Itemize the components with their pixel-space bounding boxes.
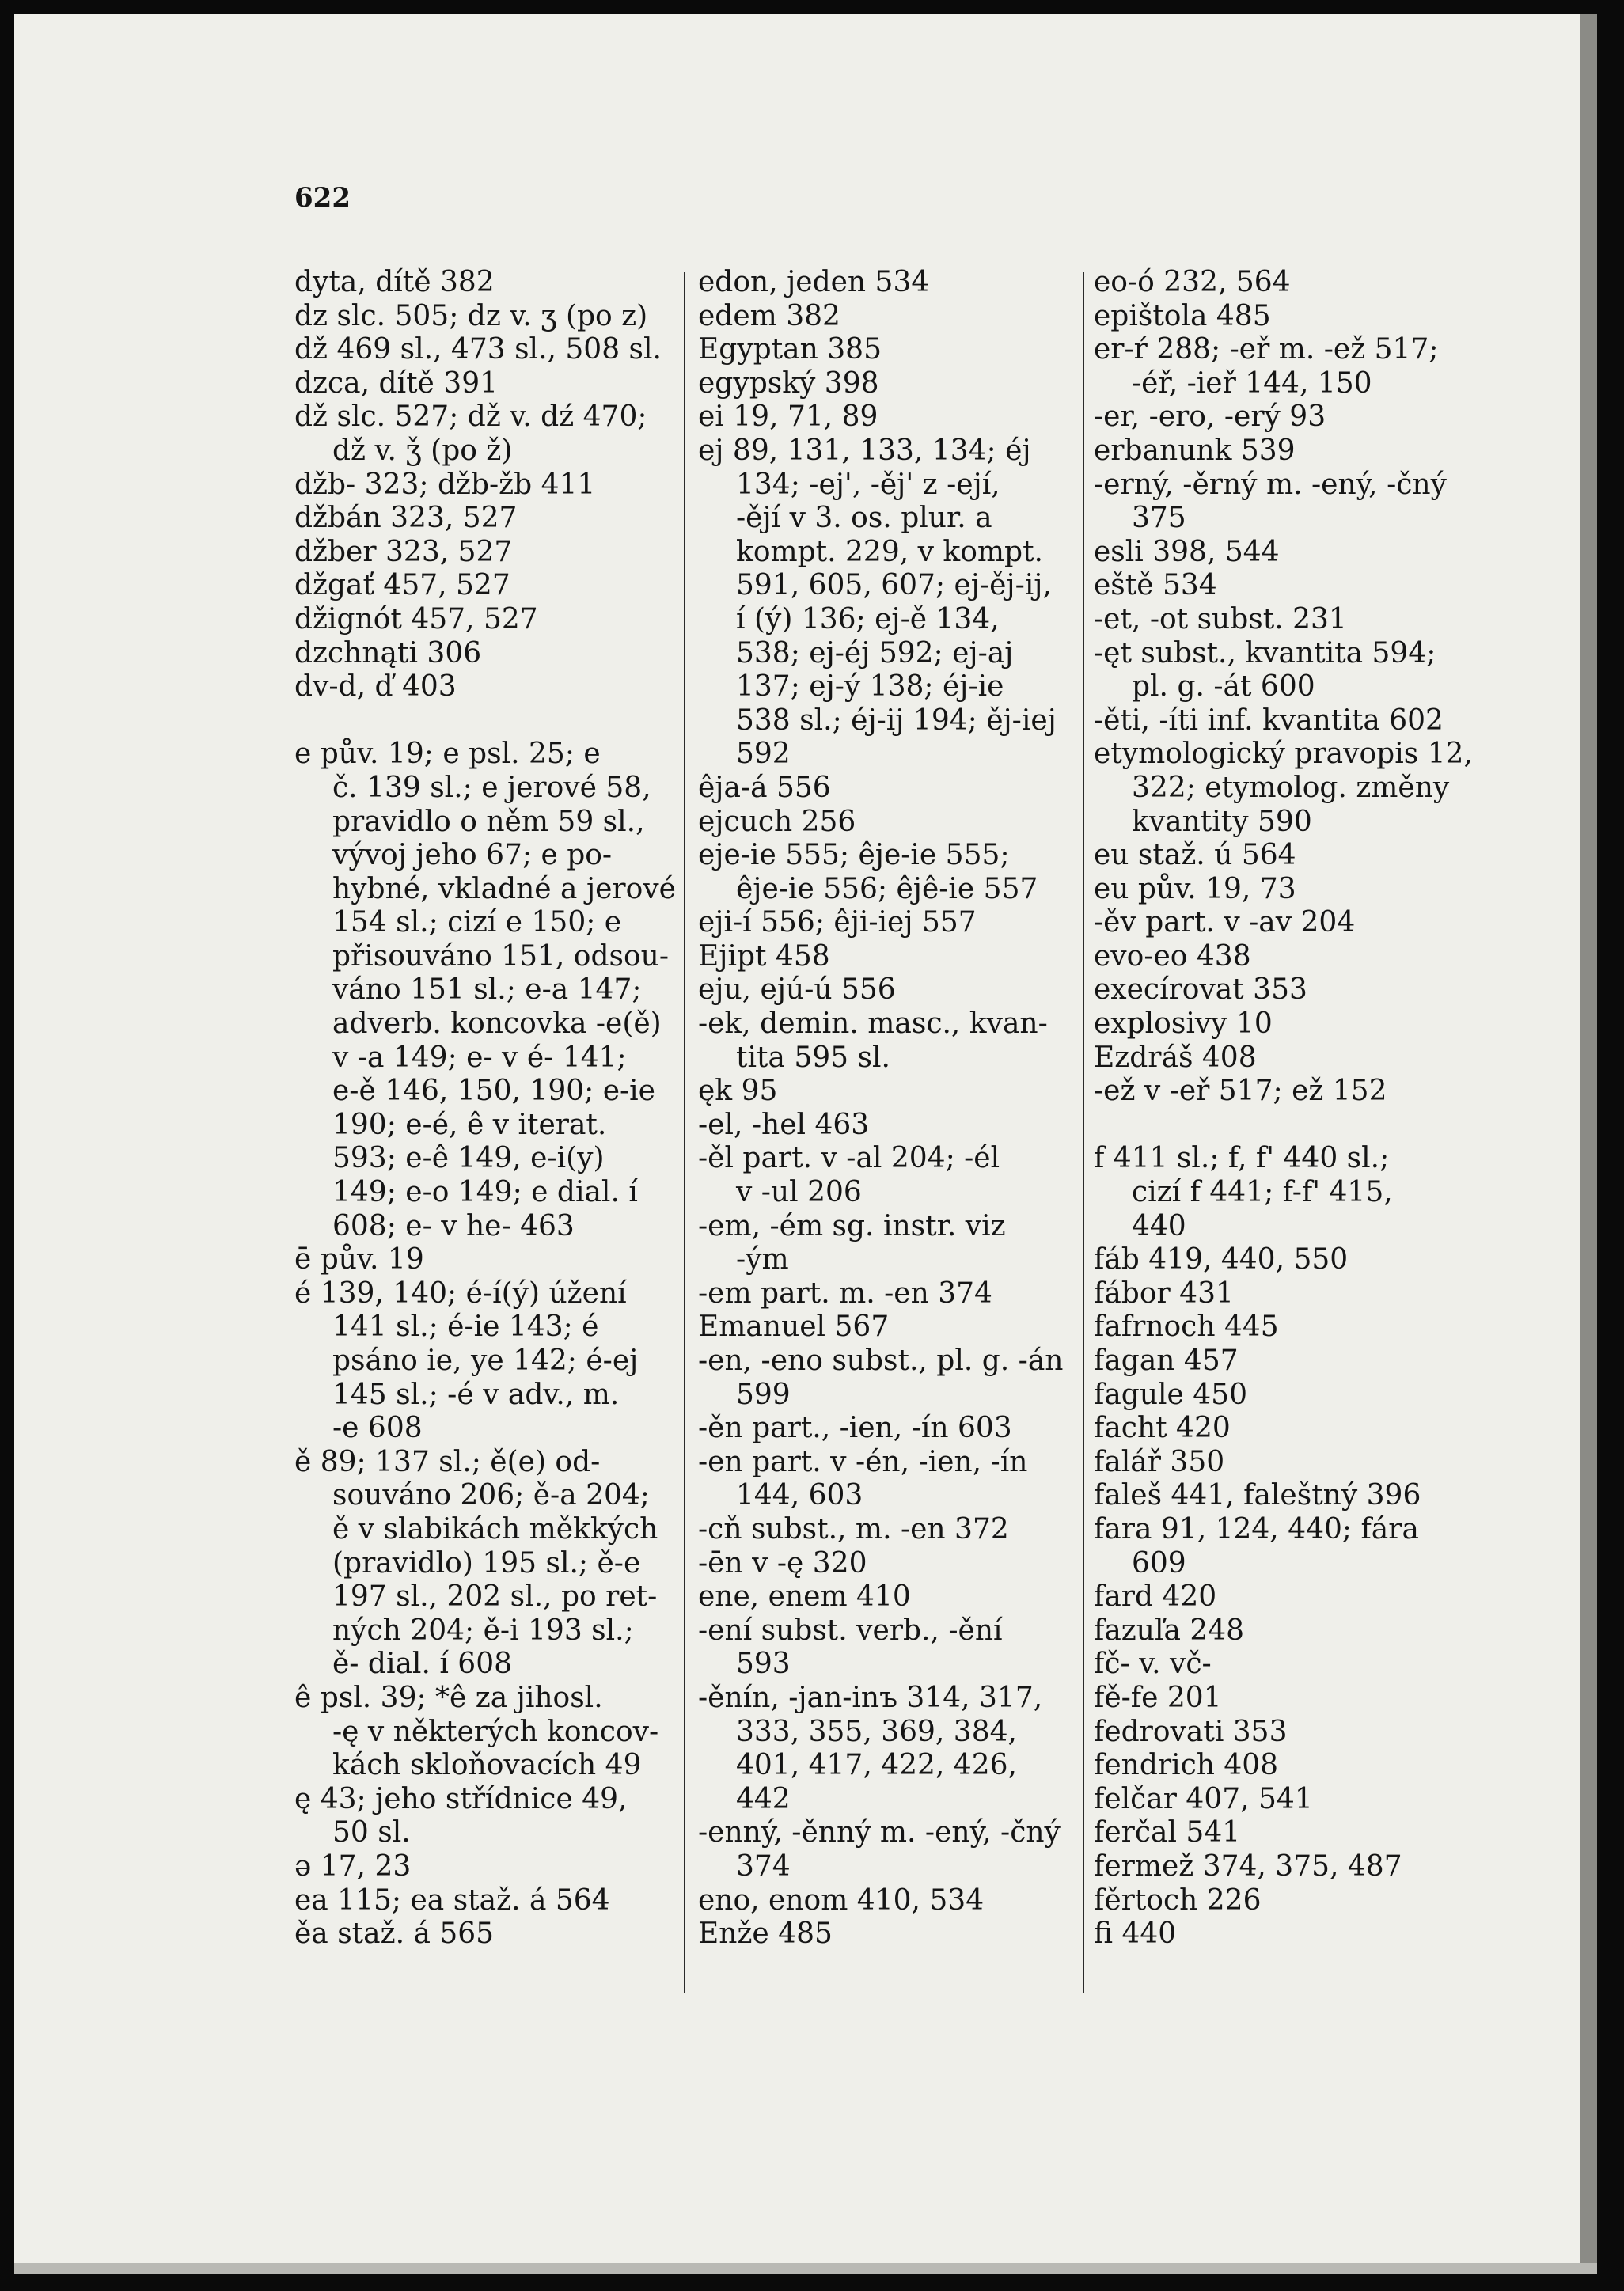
index-entry: 322; etymolog. změny <box>1132 771 1450 804</box>
index-entry: kách skloňovacích 49 <box>332 1749 642 1782</box>
index-entry: 591, 605, 607; ej-ěj-ij, <box>736 569 1052 602</box>
index-entry: 401, 417, 422, 426, <box>736 1749 1017 1782</box>
index-entry: -erný, -ěrný m. -ený, -čný <box>1094 468 1447 501</box>
index-entry: -éř, -ieř 144, 150 <box>1132 366 1372 400</box>
index-entry: Ejipt 458 <box>698 939 830 973</box>
index-entry: dz slc. 505; dz v. ʒ (po z) <box>294 299 648 332</box>
index-entry: ē pův. 19 <box>294 1243 424 1276</box>
index-entry: v -ul 206 <box>736 1176 862 1209</box>
index-entry: egypský 398 <box>698 366 879 400</box>
index-entry: evo-eo 438 <box>1094 939 1251 973</box>
index-entry: ě- dial. í 608 <box>332 1648 513 1681</box>
index-entry: dv-d, ď 403 <box>294 670 457 704</box>
index-entry: 197 sl., 202 sl., po ret- <box>332 1580 658 1614</box>
index-entry: 145 sl.; -é v adv., m. <box>332 1378 620 1411</box>
index-entry: ferčal 541 <box>1094 1816 1241 1849</box>
index-column-2 <box>698 266 1070 1952</box>
index-entry: ęk 95 <box>698 1075 778 1108</box>
index-entry: eo-ó 232, 564 <box>1094 266 1291 298</box>
index-entry: (pravidlo) 195 sl.; ě-e <box>332 1546 641 1580</box>
index-entry: fazuľa 248 <box>1094 1614 1245 1647</box>
index-entry: váno 151 sl.; e-a 147; <box>332 973 642 1007</box>
index-entry: 608; e- v he- 463 <box>332 1209 575 1242</box>
column-divider-1 <box>684 272 685 1993</box>
index-entry: -enný, -ěnný m. -ený, -čný <box>698 1816 1061 1849</box>
index-entry: eju, ejú-ú 556 <box>698 973 896 1007</box>
index-entry: adverb. koncovka -e(ě) <box>332 1007 662 1041</box>
index-entry: e-ě 146, 150, 190; e-ie <box>332 1075 655 1108</box>
index-entry: Enže 485 <box>698 1917 833 1951</box>
index-entry: í (ý) 136; ej-ě 134, <box>736 602 1000 635</box>
index-entry: ej 89, 131, 133, 134; éj <box>698 434 1031 467</box>
index-entry: felčar 407, 541 <box>1094 1782 1313 1815</box>
index-entry: 538; ej-éj 592; ej-aj <box>736 636 1014 669</box>
index-entry: -ení subst. verb., -ění <box>698 1614 1003 1647</box>
index-entry: ę 43; jeho střídnice 49, <box>294 1782 628 1815</box>
index-entry: -ěti, -íti inf. kvantita 602 <box>1094 704 1444 737</box>
index-entry: explosivy 10 <box>1094 1007 1273 1041</box>
index-entry: -ę v některých koncov- <box>332 1715 659 1748</box>
index-entry: -e 608 <box>332 1412 423 1445</box>
index-entry: psáno ie, ye 142; é-ej <box>332 1345 639 1377</box>
index-entry: -ek, demin. masc., kvan- <box>698 1007 1048 1041</box>
index-entry: ných 204; ě-i 193 sl.; <box>332 1614 634 1647</box>
index-entry: -et, -ot subst. 231 <box>1094 602 1347 635</box>
index-entry: 442 <box>736 1782 791 1815</box>
index-entry: fermež 374, 375, 487 <box>1094 1849 1402 1883</box>
index-entry: 149; e-o 149; e dial. í <box>332 1176 638 1209</box>
index-entry: falář 350 <box>1094 1445 1225 1478</box>
index-entry: -el, -hel 463 <box>698 1108 870 1141</box>
page-edge-shadow <box>1580 14 1597 2274</box>
index-entry: pl. g. -át 600 <box>1132 670 1315 704</box>
index-entry: dyta, dítě 382 <box>294 266 495 298</box>
index-entry: eno, enom 410, 534 <box>698 1883 985 1917</box>
index-entry: -ēn v -ę 320 <box>698 1546 867 1580</box>
column-divider-2 <box>1083 272 1084 1993</box>
index-entry: esli 398, 544 <box>1094 535 1280 568</box>
index-entry: 440 <box>1132 1209 1186 1242</box>
index-entry: tita 595 sl. <box>736 1041 890 1074</box>
index-entry: č. 139 sl.; e jerové 58, <box>332 771 651 804</box>
index-entry: džgať 457, 527 <box>294 569 510 602</box>
index-entry: dž 469 sl., 473 sl., 508 sl. <box>294 333 662 366</box>
index-entry: êja-á 556 <box>698 771 831 804</box>
index-entry: epištola 485 <box>1094 299 1271 332</box>
index-entry: -ěl part. v -al 204; -él <box>698 1142 1000 1175</box>
index-column-3 <box>1094 266 1474 1952</box>
index-entry: vývoj jeho 67; e po- <box>332 839 613 872</box>
index-entry: é 139, 140; é-í(ý) úžení <box>294 1276 627 1310</box>
index-entry: ê psl. 39; *ê za jihosl. <box>294 1681 603 1714</box>
index-entry: eu pův. 19, 73 <box>1094 872 1296 905</box>
index-entry: 609 <box>1132 1546 1186 1580</box>
index-entry: přisouváno 151, odsou- <box>332 939 670 973</box>
index-entry: fi 440 <box>1094 1917 1177 1951</box>
index-entry: fendrich 408 <box>1094 1749 1279 1782</box>
index-entry: džber 323, 527 <box>294 535 513 568</box>
index-entry: fara 91, 124, 440; fára <box>1094 1512 1419 1546</box>
index-entry: 137; ej-ý 138; éj-ie <box>736 670 1004 704</box>
page-number: 622 <box>294 182 351 214</box>
index-entry: fagule 450 <box>1094 1378 1247 1411</box>
index-entry: 190; e-é, ê v iterat. <box>332 1108 607 1141</box>
index-entry: ě 89; 137 sl.; ě(e) od- <box>294 1445 601 1478</box>
index-entry: Egyptan 385 <box>698 333 882 366</box>
index-entry: ene, enem 410 <box>698 1580 911 1614</box>
index-entry: ejcuch 256 <box>698 805 856 838</box>
index-entry: dzca, dítě 391 <box>294 366 499 400</box>
index-entry: facht 420 <box>1094 1412 1231 1445</box>
index-entry: execírovat 353 <box>1094 973 1307 1007</box>
section-gap <box>294 704 665 738</box>
index-entry: fábor 431 <box>1094 1276 1234 1310</box>
index-entry: fě-fe 201 <box>1094 1681 1222 1714</box>
index-entry: 141 sl.; é-ie 143; é <box>332 1310 599 1344</box>
index-entry: 134; -ej', -ěj' z -ejí, <box>736 468 1000 501</box>
index-entry: 50 sl. <box>332 1816 411 1849</box>
index-entry: fedrovati 353 <box>1094 1715 1288 1748</box>
index-entry: 593 <box>736 1648 791 1681</box>
index-entry: cizí f 441; f-f' 415, <box>1132 1176 1393 1209</box>
index-entry: fěrtoch 226 <box>1094 1883 1262 1917</box>
index-entry: džb- 323; džb-žb 411 <box>294 468 596 501</box>
index-entry: -em part. m. -en 374 <box>698 1276 992 1310</box>
index-entry: eu staž. ú 564 <box>1094 839 1296 872</box>
index-entry: eji-í 556; êji-iej 557 <box>698 906 977 939</box>
index-entry: dž v. ǯ (po ž) <box>332 434 513 467</box>
index-entry: -er, -ero, -erý 93 <box>1094 400 1326 434</box>
index-entry: faleš 441, faleštný 396 <box>1094 1479 1421 1512</box>
index-column-1 <box>294 266 676 1952</box>
index-entry: dž slc. 527; dž v. dź 470; <box>294 400 647 434</box>
index-entry: 333, 355, 369, 384, <box>736 1715 1017 1748</box>
index-entry: -ým <box>736 1243 789 1276</box>
index-entry: ěa staž. á 565 <box>294 1917 495 1951</box>
section-gap <box>1094 1109 1474 1143</box>
index-entry: êje-ie 556; êjê-ie 557 <box>736 872 1038 905</box>
index-entry: edon, jeden 534 <box>698 266 930 298</box>
index-entry: -ěn part., -ien, -ín 603 <box>698 1412 1012 1445</box>
index-entry: ə 17, 23 <box>294 1849 412 1883</box>
index-entry: fard 420 <box>1094 1580 1217 1614</box>
index-entry: Emanuel 567 <box>698 1310 890 1344</box>
index-entry: -ež v -eř 517; ež 152 <box>1094 1075 1387 1108</box>
index-entry: 154 sl.; cizí e 150; e <box>332 906 622 939</box>
index-entry: 374 <box>736 1849 791 1883</box>
index-entry: dzchnąti 306 <box>294 636 482 669</box>
index-entry: -ęt subst., kvantita 594; <box>1094 636 1436 669</box>
index-entry: kompt. 229, v kompt. <box>736 535 1043 568</box>
index-entry: ea 115; ea staž. á 564 <box>294 1883 610 1917</box>
index-entry: -cň subst., m. -en 372 <box>698 1512 1009 1546</box>
index-entry: 593; e-ê 149, e-i(y) <box>332 1142 605 1175</box>
index-entry: v -a 149; e- v é- 141; <box>332 1041 627 1074</box>
index-entry: 538 sl.; éj-ij 194; ěj-iej <box>736 704 1057 737</box>
index-entry: fagan 457 <box>1094 1345 1239 1377</box>
index-entry: er-ŕ 288; -eř m. -ež 517; <box>1094 333 1439 366</box>
book-page <box>14 14 1597 2274</box>
index-entry: f 411 sl.; f, f' 440 sl.; <box>1094 1142 1390 1175</box>
index-entry: fč- v. vč- <box>1094 1648 1212 1681</box>
index-entry: souváno 206; ě-a 204; <box>332 1479 650 1512</box>
index-entry: edem 382 <box>698 299 840 332</box>
index-entry: eje-ie 555; êje-ie 555; <box>698 839 1010 872</box>
index-entry: hybné, vkladné a jerové <box>332 872 676 905</box>
page-edge-bottom <box>14 2263 1597 2274</box>
index-entry: -ěv part. v -av 204 <box>1094 906 1356 939</box>
index-entry: kvantity 590 <box>1132 805 1312 838</box>
index-entry: fáb 419, 440, 550 <box>1094 1243 1349 1276</box>
index-entry: 599 <box>736 1378 791 1411</box>
index-entry: 592 <box>736 738 791 771</box>
index-entry: fafrnoch 445 <box>1094 1310 1279 1344</box>
index-entry: -en part. v -én, -ien, -ín <box>698 1445 1028 1478</box>
index-entry: -em, -ém sg. instr. viz <box>698 1209 1006 1242</box>
index-entry: 375 <box>1132 502 1186 535</box>
index-entry: ei 19, 71, 89 <box>698 400 878 434</box>
index-entry: erbanunk 539 <box>1094 434 1296 467</box>
index-entry: džbán 323, 527 <box>294 502 518 535</box>
index-entry: eště 534 <box>1094 569 1217 602</box>
index-entry: 144, 603 <box>736 1479 863 1512</box>
index-entry: -ěnín, -jan-inъ 314, 317, <box>698 1681 1043 1714</box>
index-entry: -en, -eno subst., pl. g. -án <box>698 1345 1064 1377</box>
index-entry: pravidlo o něm 59 sl., <box>332 805 645 838</box>
index-entry: ě v slabikách měkkých <box>332 1512 658 1546</box>
index-entry: Ezdráš 408 <box>1094 1041 1257 1074</box>
index-entry: e pův. 19; e psl. 25; e <box>294 738 601 771</box>
index-entry: etymologický pravopis 12, <box>1094 738 1473 771</box>
index-entry: džignót 457, 527 <box>294 602 538 635</box>
index-entry: -ějí v 3. os. plur. a <box>736 502 992 535</box>
